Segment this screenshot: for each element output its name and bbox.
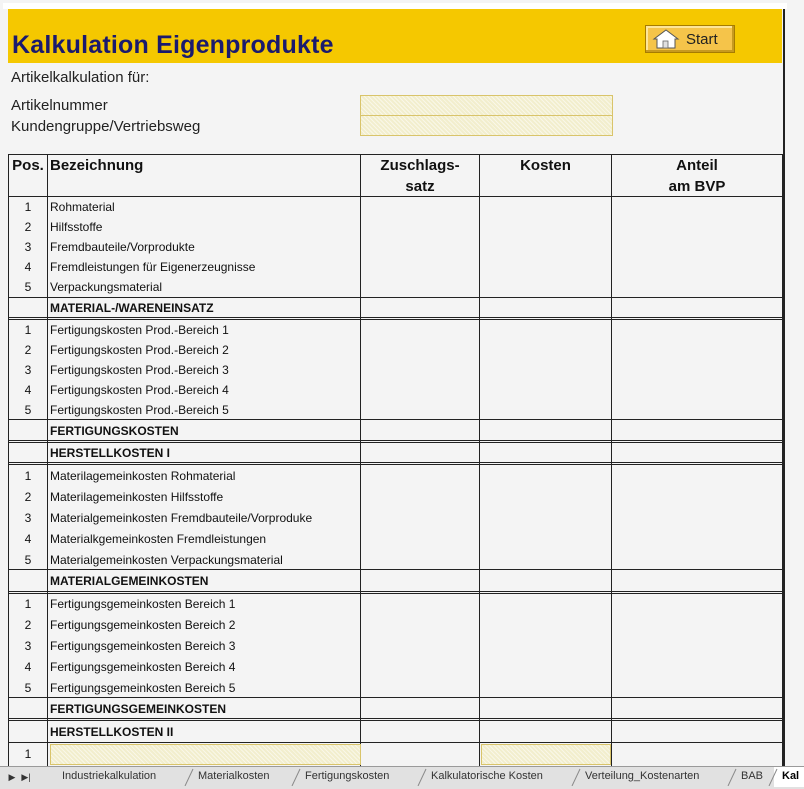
row-border [8,319,783,320]
row-pos: 4 [24,532,32,546]
row-pos: 2 [24,618,32,632]
row-pos: 1 [24,597,32,611]
row-label: Materialgemeinkosten Verpackungsmaterial [50,553,283,567]
row-pos: 4 [24,660,32,674]
column-border [611,154,612,766]
row-pos: 1 [24,469,32,483]
row-border [8,462,783,463]
row-label: Materilagemeinkosten Rohmaterial [50,469,236,483]
tab-separator [184,768,194,786]
row-border [8,569,783,570]
row-border [8,440,783,441]
row-label: Fertigungsgemeinkosten Bereich 4 [50,660,236,674]
row-label: Fertigungsgemeinkosten Bereich 3 [50,639,236,653]
tab-scroll-right-icon[interactable]: ▶ [8,772,16,782]
row-border [8,593,783,594]
header-kosten: Kosten [520,157,571,174]
row-label: Materialgemeinkosten Fremdbauteile/Vorproduke [50,511,313,525]
home-icon [652,28,680,50]
header-zuschlag-2: satz [405,178,435,195]
row-pos: 3 [24,639,32,653]
header-zuschlag-1: Zuschlags- [380,157,460,174]
row-pos: 5 [24,403,32,417]
row-label: Fertigungskosten Prod.-Bereich 4 [50,383,229,397]
row-pos: 1 [24,200,32,214]
header-anteil-1: Anteil [676,157,718,174]
sheet-tab[interactable]: Materialkosten [198,770,270,782]
row-label: Fertigungskosten Prod.-Bereich 5 [50,403,229,417]
column-border [479,154,480,766]
row-label: Fertigungsgemeinkosten Bereich 1 [50,597,236,611]
row-label: Fertigungskosten Prod.-Bereich 1 [50,323,229,337]
tab-separator [571,768,581,786]
row-label: Hilfsstoffe [50,220,103,234]
header-anteil-2: am BVP [668,178,726,195]
header-pos: Pos. [12,157,44,174]
row-label: Fremdbauteile/Vorprodukte [50,240,195,254]
sum-herstellkosten-2: HERSTELLKOSTEN II [50,725,174,739]
sum-herstellkosten-1: HERSTELLKOSTEN I [50,446,171,460]
sheet-tab[interactable]: Fertigungskosten [305,770,390,782]
next-row-kosten-input[interactable] [481,744,611,765]
row-label: Fertigungskosten Prod.-Bereich 2 [50,343,229,357]
row-label: Fremdleistungen für Eigenerzeugnisse [50,260,256,274]
column-border [360,154,361,766]
row-pos: 3 [24,511,32,525]
row-pos: 2 [24,220,32,234]
row-border [8,442,783,443]
row-pos: 5 [24,681,32,695]
row-pos: 2 [24,343,32,357]
kundengruppe-label: Kundengruppe/Vertriebsweg [11,118,201,135]
row-label: Materialkgemeinkosten Fremdleistungen [50,532,267,546]
row-border [8,297,783,298]
row-label: Rohmaterial [50,200,115,214]
sum-fertigungsgemein: FERTIGUNGSGEMEINKOSTEN [50,702,227,716]
row-label: Materilagemeinkosten Hilfsstoffe [50,490,224,504]
row-border [8,720,783,721]
header-bezeichnung: Bezeichnung [50,157,144,174]
row-border [8,718,783,719]
sheet-tab[interactable]: Verteilung_Kostenarten [585,770,700,782]
row-pos: 4 [24,260,32,274]
row-label: Fertigungskosten Prod.-Bereich 3 [50,363,229,377]
row-pos: 4 [24,383,32,397]
row-pos: 3 [24,240,32,254]
next-row-input[interactable] [50,744,361,765]
page-title: Kalkulation Eigenprodukte [12,31,334,59]
row-border [8,591,783,592]
row-pos: 2 [24,490,32,504]
artikelkalkulation-label: Artikelkalkulation für: [11,69,150,86]
sheet-tab[interactable]: Industriekalkulation [62,770,157,782]
sum-materialgemein: MATERIALGEMEINKOSTEN [50,574,209,588]
kundengruppe-input[interactable] [360,115,613,136]
column-border [47,154,48,766]
artikelnummer-input[interactable] [360,95,613,116]
row-label: Fertigungsgemeinkosten Bereich 2 [50,618,236,632]
row-pos: 3 [24,363,32,377]
start-button-label: Start [686,30,718,48]
row-label: Verpackungsmaterial [50,280,163,294]
row-border [8,317,783,318]
sheet-tab-bar [0,766,804,789]
row-border [8,742,783,743]
tab-separator [768,768,778,786]
tab-separator [727,768,737,786]
row-border [8,419,783,420]
artikelnummer-label: Artikelnummer [11,97,108,114]
sum-fertigung: FERTIGUNGSKOSTEN [50,424,179,438]
next-row-pos: 1 [24,747,32,761]
banner [8,9,782,63]
sheet-tab[interactable]: Kal [774,767,804,787]
frame-right [783,9,785,766]
sheet-tab[interactable]: BAB [741,770,764,782]
sum-material: MATERIAL-/WARENEINSATZ [50,301,214,315]
row-pos: 5 [24,553,32,567]
tab-scroll-last-icon[interactable]: ▶| [21,772,31,782]
row-label: Fertigungsgemeinkosten Bereich 5 [50,681,236,695]
row-pos: 5 [24,280,32,294]
sheet-tab[interactable]: Kalkulatorische Kosten [431,770,543,782]
row-border [8,464,783,465]
row-border [8,697,783,698]
start-button[interactable] [645,25,735,53]
tab-separator [291,768,301,786]
tab-separator [417,768,427,786]
row-pos: 1 [24,323,32,337]
